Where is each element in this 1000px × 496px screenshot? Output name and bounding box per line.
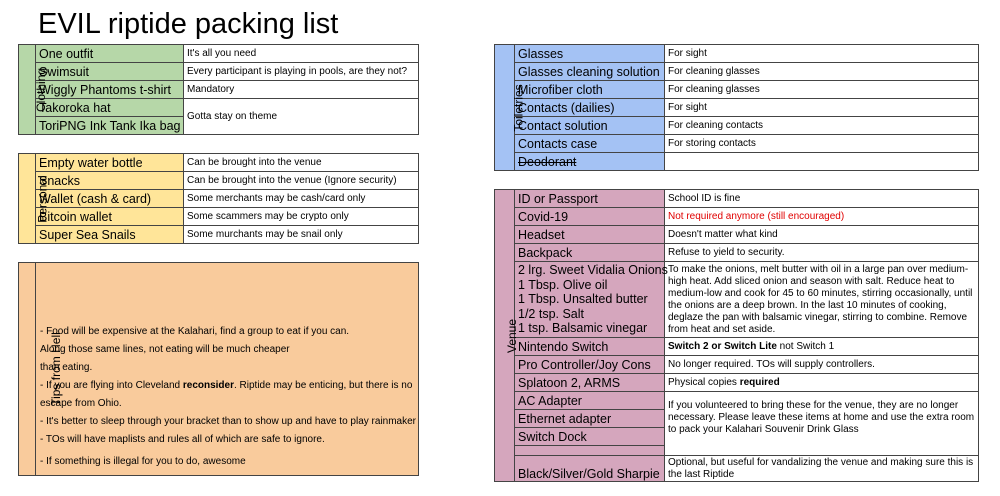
toiletries-table <box>494 44 979 171</box>
ingredient-olive-oil: 1 Tbsp. Olive oil <box>518 277 608 292</box>
item-sharpie[interactable]: Black/Silver/Gold Sharpie <box>515 456 665 482</box>
ingredient-onions: 2 lrg. Sweet Vidalia Onions <box>518 263 668 278</box>
tip-line-5: escape from Ohio. <box>40 398 122 409</box>
note-swimsuit[interactable]: Every participant is playing in pools, are they not? <box>184 63 419 81</box>
note-sharpie[interactable]: Optional, but useful for vandalizing the venue and making sure this is the last Riptide <box>665 456 979 482</box>
item-covid[interactable]: Covid-19 <box>515 208 665 226</box>
item-deodorant[interactable]: Deodorant <box>515 153 665 171</box>
note-glasses[interactable]: For sight <box>665 45 979 63</box>
item-backpack[interactable]: Backpack <box>515 244 665 262</box>
ingredient-vinegar: 1 tsp. Balsamic vinegar <box>518 321 648 336</box>
item-nintendo-switch[interactable]: Nintendo Switch <box>515 338 665 356</box>
item-contact-solution[interactable]: Contact solution <box>515 117 665 135</box>
tip-line-8: - If something is illegal for you to do, awesome <box>40 456 246 467</box>
item-splatoon-arms[interactable]: Splatoon 2, ARMS <box>515 374 665 392</box>
item-headset[interactable]: Headset <box>515 226 665 244</box>
note-contacts-case[interactable]: For storing contacts <box>665 135 979 153</box>
clothing-table <box>18 44 419 135</box>
item-microfiber-cloth[interactable]: Microfiber cloth <box>515 81 665 99</box>
item-ethernet-adapter[interactable]: Ethernet adapter <box>515 410 665 428</box>
note-headset[interactable]: Doesn't matter what kind <box>665 226 979 244</box>
note-water-bottle[interactable]: Can be brought into the venue <box>184 154 419 172</box>
item-bitcoin-wallet[interactable]: Bitcoin wallet <box>36 208 184 226</box>
spacer-cell <box>515 446 665 456</box>
note-one-outfit[interactable]: It's all you need <box>184 45 419 63</box>
note-nintendo-switch[interactable]: Switch 2 or Switch Lite not Switch 1 <box>665 338 979 356</box>
item-sea-snails[interactable]: Super Sea Snails <box>36 226 184 244</box>
item-switch-dock[interactable]: Switch Dock <box>515 428 665 446</box>
tips-category: Tips from Hell <box>19 263 36 476</box>
note-contacts-dailies[interactable]: For sight <box>665 99 979 117</box>
note-glasses-solution[interactable]: For cleaning glasses <box>665 63 979 81</box>
tip-line-3: than eating. <box>40 362 93 373</box>
ingredient-butter: 1 Tbsp. Unsalted butter <box>518 292 648 307</box>
note-snacks[interactable]: Can be brought into the venue (Ignore security) <box>184 172 419 190</box>
note-backpack[interactable]: Refuse to yield to security. <box>665 244 979 262</box>
note-id-passport[interactable]: School ID is fine <box>665 190 979 208</box>
personal-table <box>18 153 419 244</box>
toiletries-category: Toiletries <box>495 45 515 171</box>
item-snacks[interactable]: Snacks <box>36 172 184 190</box>
note-sea-snails[interactable]: Some murchants may be snail only <box>184 226 419 244</box>
clothing-category: Clothing <box>19 45 36 135</box>
note-onion-recipe[interactable]: To make the onions, melt butter with oil in a large pan over medium-high heat. Add sliced onion and season with salt. Reduce heat to medium-low and cook for 45 to 60 minutes, stirring occasionally, until the onions are a deep brown. In the last 10 minutes of cooking, deglaze the pan with balsamic vinegar, stirring to combine. Remove from heat and set aside. <box>665 262 979 338</box>
tip-line-7: - TOs will have maplists and rules all of which are safe to ignore. <box>40 434 325 445</box>
note-bitcoin-wallet[interactable]: Some scammers may be crypto only <box>184 208 419 226</box>
tip-line-2: Along those same lines, not eating will be much cheaper <box>40 344 290 355</box>
tips-table <box>18 262 419 476</box>
note-wiggly-shirt[interactable]: Mandatory <box>184 81 419 99</box>
tip-line-1: - Food will be expensive at the Kalahari, find a group to eat if you can. <box>40 326 350 337</box>
note-splatoon-arms[interactable]: Physical copies required <box>665 374 979 392</box>
item-pro-controller[interactable]: Pro Controller/Joy Cons <box>515 356 665 374</box>
item-onion-ingredients[interactable] <box>515 262 668 338</box>
note-hardware[interactable]: If you volunteered to bring these for the venue, they are no longer necessary. Please leave these items at home and use the extra room to pack your Kalahari Souvenir Drink Glass <box>665 392 979 456</box>
item-wiggly-shirt[interactable]: Wiggly Phantoms t-shirt <box>36 81 184 99</box>
note-covid[interactable]: Not required anymore (still encouraged) <box>665 208 979 226</box>
venue-category: Venue <box>495 190 515 482</box>
ingredient-salt: 1/2 tsp. Salt <box>518 306 585 321</box>
item-glasses-solution[interactable]: Glasses cleaning solution <box>515 63 665 81</box>
item-one-outfit[interactable]: One outfit <box>36 45 184 63</box>
tip-line-4: - If you are flying into Cleveland reconsider. Riptide may be enticing, but there is no <box>40 380 413 391</box>
item-takoroka-hat[interactable]: Takoroka hat <box>36 99 184 117</box>
tip-line-6: - It's better to sleep through your bracket than to show up and have to play rainmaker <box>40 416 417 427</box>
item-water-bottle[interactable]: Empty water bottle <box>36 154 184 172</box>
note-deodorant[interactable] <box>665 153 979 171</box>
note-wallet[interactable]: Some merchants may be cash/card only <box>184 190 419 208</box>
item-id-passport[interactable]: ID or Passport <box>515 190 665 208</box>
item-contacts-dailies[interactable]: Contacts (dailies) <box>515 99 665 117</box>
tips-text[interactable] <box>36 263 419 476</box>
item-contacts-case[interactable]: Contacts case <box>515 135 665 153</box>
note-contact-solution[interactable]: For cleaning contacts <box>665 117 979 135</box>
note-microfiber-cloth[interactable]: For cleaning glasses <box>665 81 979 99</box>
item-ika-bag[interactable]: ToriPNG Ink Tank Ika bag <box>36 117 184 135</box>
item-swimsuit[interactable]: Swimsuit <box>36 63 184 81</box>
item-wallet[interactable]: Wallet (cash & card) <box>36 190 184 208</box>
note-pro-controller[interactable]: No longer required. TOs will supply controllers. <box>665 356 979 374</box>
personal-category: Personal <box>19 154 36 244</box>
item-ac-adapter[interactable]: AC Adapter <box>515 392 665 410</box>
venue-table <box>494 189 979 482</box>
page-title: EVIL riptide packing list <box>38 8 339 40</box>
item-glasses[interactable]: Glasses <box>515 45 665 63</box>
note-takoroka-hat[interactable]: Gotta stay on theme <box>184 99 419 135</box>
